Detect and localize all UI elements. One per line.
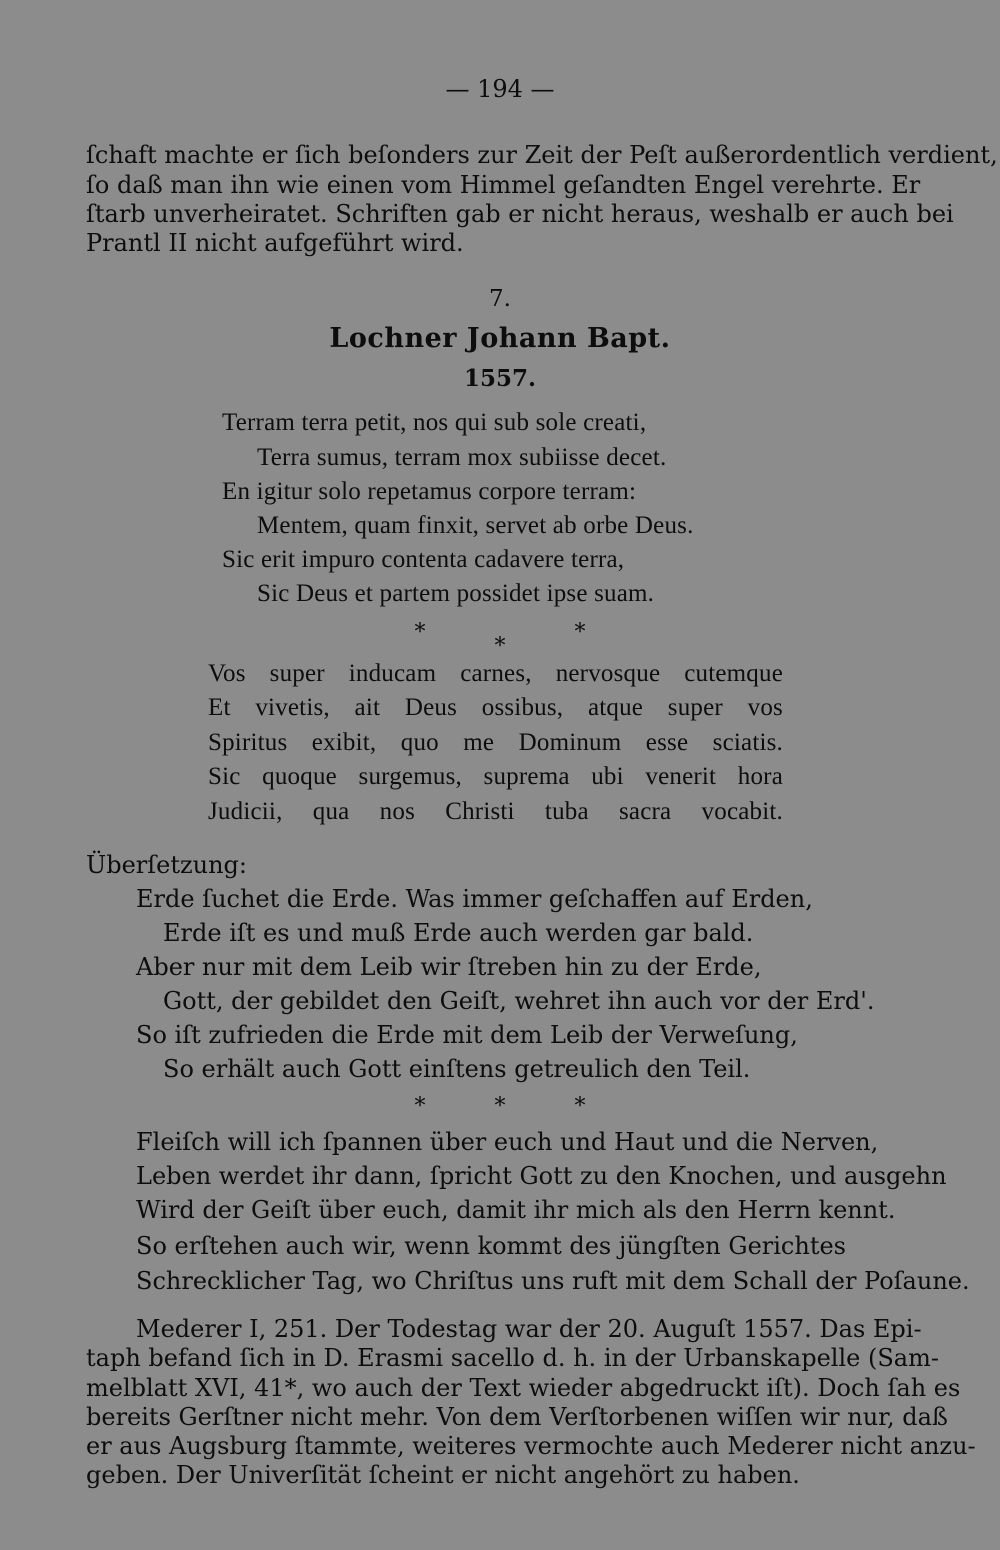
section-separator [0,1090,1000,1124]
asterisk: * [574,620,586,645]
notes-line: bereits Gerſtner nicht mehr. Von dem Verſtorbenen wiſſen wir nur, daß [86,1403,948,1431]
entry-year: 1557. [463,365,537,392]
translation-verse: Fleiſch will ich ſpannen über euch und Haut und die Nerven, [136,1128,879,1156]
translation-verse: Erde ſuchet die Erde. Was immer geſchaffen auf Erden, [136,885,813,913]
latin-verse: En igitur solo repetamus corpore terram: [222,478,637,505]
translation-verse: Schrecklicher Tag, wo Chriſtus uns ruft mit dem Schall der Poſaune. [136,1267,970,1295]
intro-line: ſtarb unverheiratet. Schriften gab er nicht heraus, weshalb er auch bei [86,200,954,228]
translation-verse: Leben werdet ihr dann, ſpricht Gott zu den Knochen, und ausgehn [136,1162,947,1190]
translation-verse: So erſtehen auch wir, wenn kommt des jüngſten Gerichtes [136,1232,846,1260]
translation-verse: Wird der Geiſt über euch, damit ihr mich als den Herrn kennt. [136,1196,896,1224]
latin-verse: Spiritus exibit, quo me Dominum esse sciatis. [208,729,783,756]
translation-label: Überſetzung: [86,851,248,879]
notes-line: taph befand ſich in D. Erasmi sacello d. h. in der Urbanskapelle (Sam- [86,1344,939,1372]
asterisk: * [494,634,506,659]
asterisk: * [414,1094,426,1119]
translation-verse: So iſt zufrieden die Erde mit dem Leib der Verweſung, [136,1021,798,1049]
latin-verse: Terra sumus, terram mox subiisse decet. [257,444,667,471]
latin-verse: Sic quoque surgemus, suprema ubi venerit hora [208,763,783,790]
latin-verse: Et vivetis, ait Deus ossibus, atque super vos [208,694,783,721]
notes-line: geben. Der Univerſität ſcheint er nicht angehört zu haben. [86,1461,800,1489]
notes-line: Mederer I, 251. Der Todestag war der 20. Auguſt 1557. Das Epi- [136,1315,922,1343]
page-number: — 194 — [445,75,555,103]
latin-verse: Judicii, qua nos Christi tuba sacra vocabit. [208,798,783,825]
translation-verse: So erhält auch Gott einſtens getreulich den Teil. [163,1055,751,1083]
latin-verse: Sic Deus et partem possidet ipse suam. [257,580,655,607]
entry-name: Lochner Johann Bapt. [329,323,671,354]
asterisk: * [494,1094,506,1119]
latin-verse: Mentem, quam finxit, servet ab orbe Deus. [257,512,694,539]
notes-line: er aus Augsburg ſtammte, weiteres vermochte auch Mederer nicht anzu- [86,1432,976,1460]
latin-verse: Terram terra petit, nos qui sub sole creati, [222,409,647,436]
latin-verse: Vos super inducam carnes, nervosque cutemque [208,660,783,687]
latin-verse: Sic erit impuro contenta cadavere terra, [222,546,625,573]
translation-verse: Erde iſt es und muß Erde auch werden gar bald. [163,919,754,947]
intro-line: ſchaft machte er ſich beſonders zur Zeit der Peſt außerordentlich verdient, [86,141,998,169]
section-separator [0,616,1000,659]
asterisk: * [414,620,426,645]
translation-verse: Aber nur mit dem Leib wir ſtreben hin zu der Erde, [136,953,762,981]
entry-number: 7. [489,286,511,312]
asterisk: * [574,1094,586,1119]
notes-line: melblatt XVI, 41*, wo auch der Text wieder abgedruckt iſt). Doch ſah es [86,1374,961,1402]
intro-line: ſo daß man ihn wie einen vom Himmel geſandten Engel verehrte. Er [86,171,921,199]
translation-verse: Gott, der gebildet den Geiſt, wehret ihn auch vor der Erd'. [163,987,875,1015]
intro-line: Prantl II nicht aufgeführt wird. [86,229,464,257]
